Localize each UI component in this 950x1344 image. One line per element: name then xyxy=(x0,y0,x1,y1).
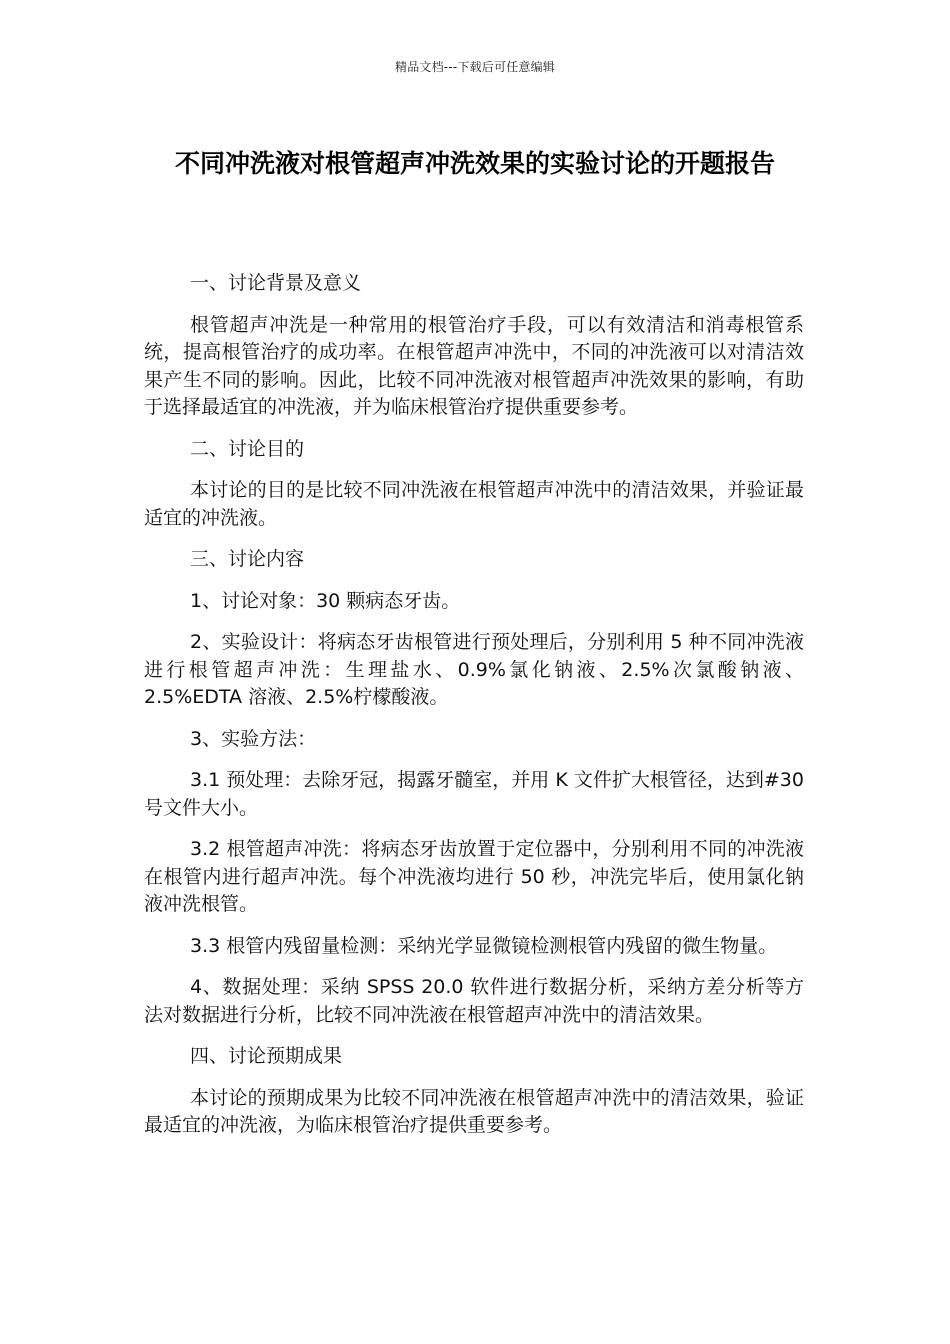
content-item-data-processing: 4、数据处理：采纳 SPSS 20.0 软件进行数据分析，采纳方差分析等方法对数据进行分析，比较不同冲洗液在根管超声冲洗中的清洁效果。 xyxy=(144,976,804,1026)
method-irrigation: 3.2 根管超声冲洗：将病态牙齿放置于定位器中，分别利用不同的冲洗液在根管内进行超声冲洗。每个冲洗液均进行 50 秒，冲洗完毕后，使用氯化钠液冲洗根管。 xyxy=(144,838,804,915)
section-heading-purpose: 二、讨论目的 xyxy=(190,437,305,460)
content-item-design: 2、实验设计：将病态牙齿根管进行预处理后，分别利用 5 种不同冲洗液进行根管超声冲洗：生理盐水、0.9%氯化钠液、2.5%次氯酸钠液、2.5%EDTA 溶液、2.5%柠檬酸液。 xyxy=(144,631,804,708)
section-heading-content: 三、讨论内容 xyxy=(190,548,305,570)
method-residue-detection: 3.3 根管内残留量检测：采纳光学显微镜检测根管内残留的微生物量。 xyxy=(190,934,778,957)
document-title: 不同冲洗液对根管超声冲洗效果的实验讨论的开题报告 xyxy=(174,149,775,178)
method-pretreatment: 3.1 预处理：去除牙冠，揭露牙髓室，并用 K 文件扩大根管径，达到#30 号文件大小。 xyxy=(144,769,804,819)
content-item-methods: 3、实验方法： xyxy=(190,727,317,750)
paragraph-expected-results: 本讨论的预期成果为比较不同冲洗液在根管超声冲洗中的清洁效果，验证最适宜的冲洗液，为临床根管治疗提供重要参考。 xyxy=(144,1086,804,1136)
section-heading-background: 一、讨论背景及意义 xyxy=(190,272,362,294)
header-note: 精品文档---下载后可任意编辑 xyxy=(395,60,555,74)
section-heading-expected-results: 四、讨论预期成果 xyxy=(190,1045,343,1067)
paragraph-purpose: 本讨论的目的是比较不同冲洗液在根管超声冲洗中的清洁效果，并验证最适宜的冲洗液。 xyxy=(144,479,804,529)
paragraph-background: 根管超声冲洗是一种常用的根管治疗手段，可以有效清洁和消毒根管系统，提高根管治疗的成功率。在根管超声冲洗中，不同的冲洗液可以对清洁效果产生不同的影响。因此，比较不同冲洗液对根管超声冲洗效果的影响，有助于选择最适宜的冲洗液，并为临床根管治疗提供重要参考。 xyxy=(144,313,804,418)
document-body xyxy=(144,270,804,1154)
content-item-subjects: 1、讨论对象：30 颗病态牙齿。 xyxy=(190,589,461,612)
